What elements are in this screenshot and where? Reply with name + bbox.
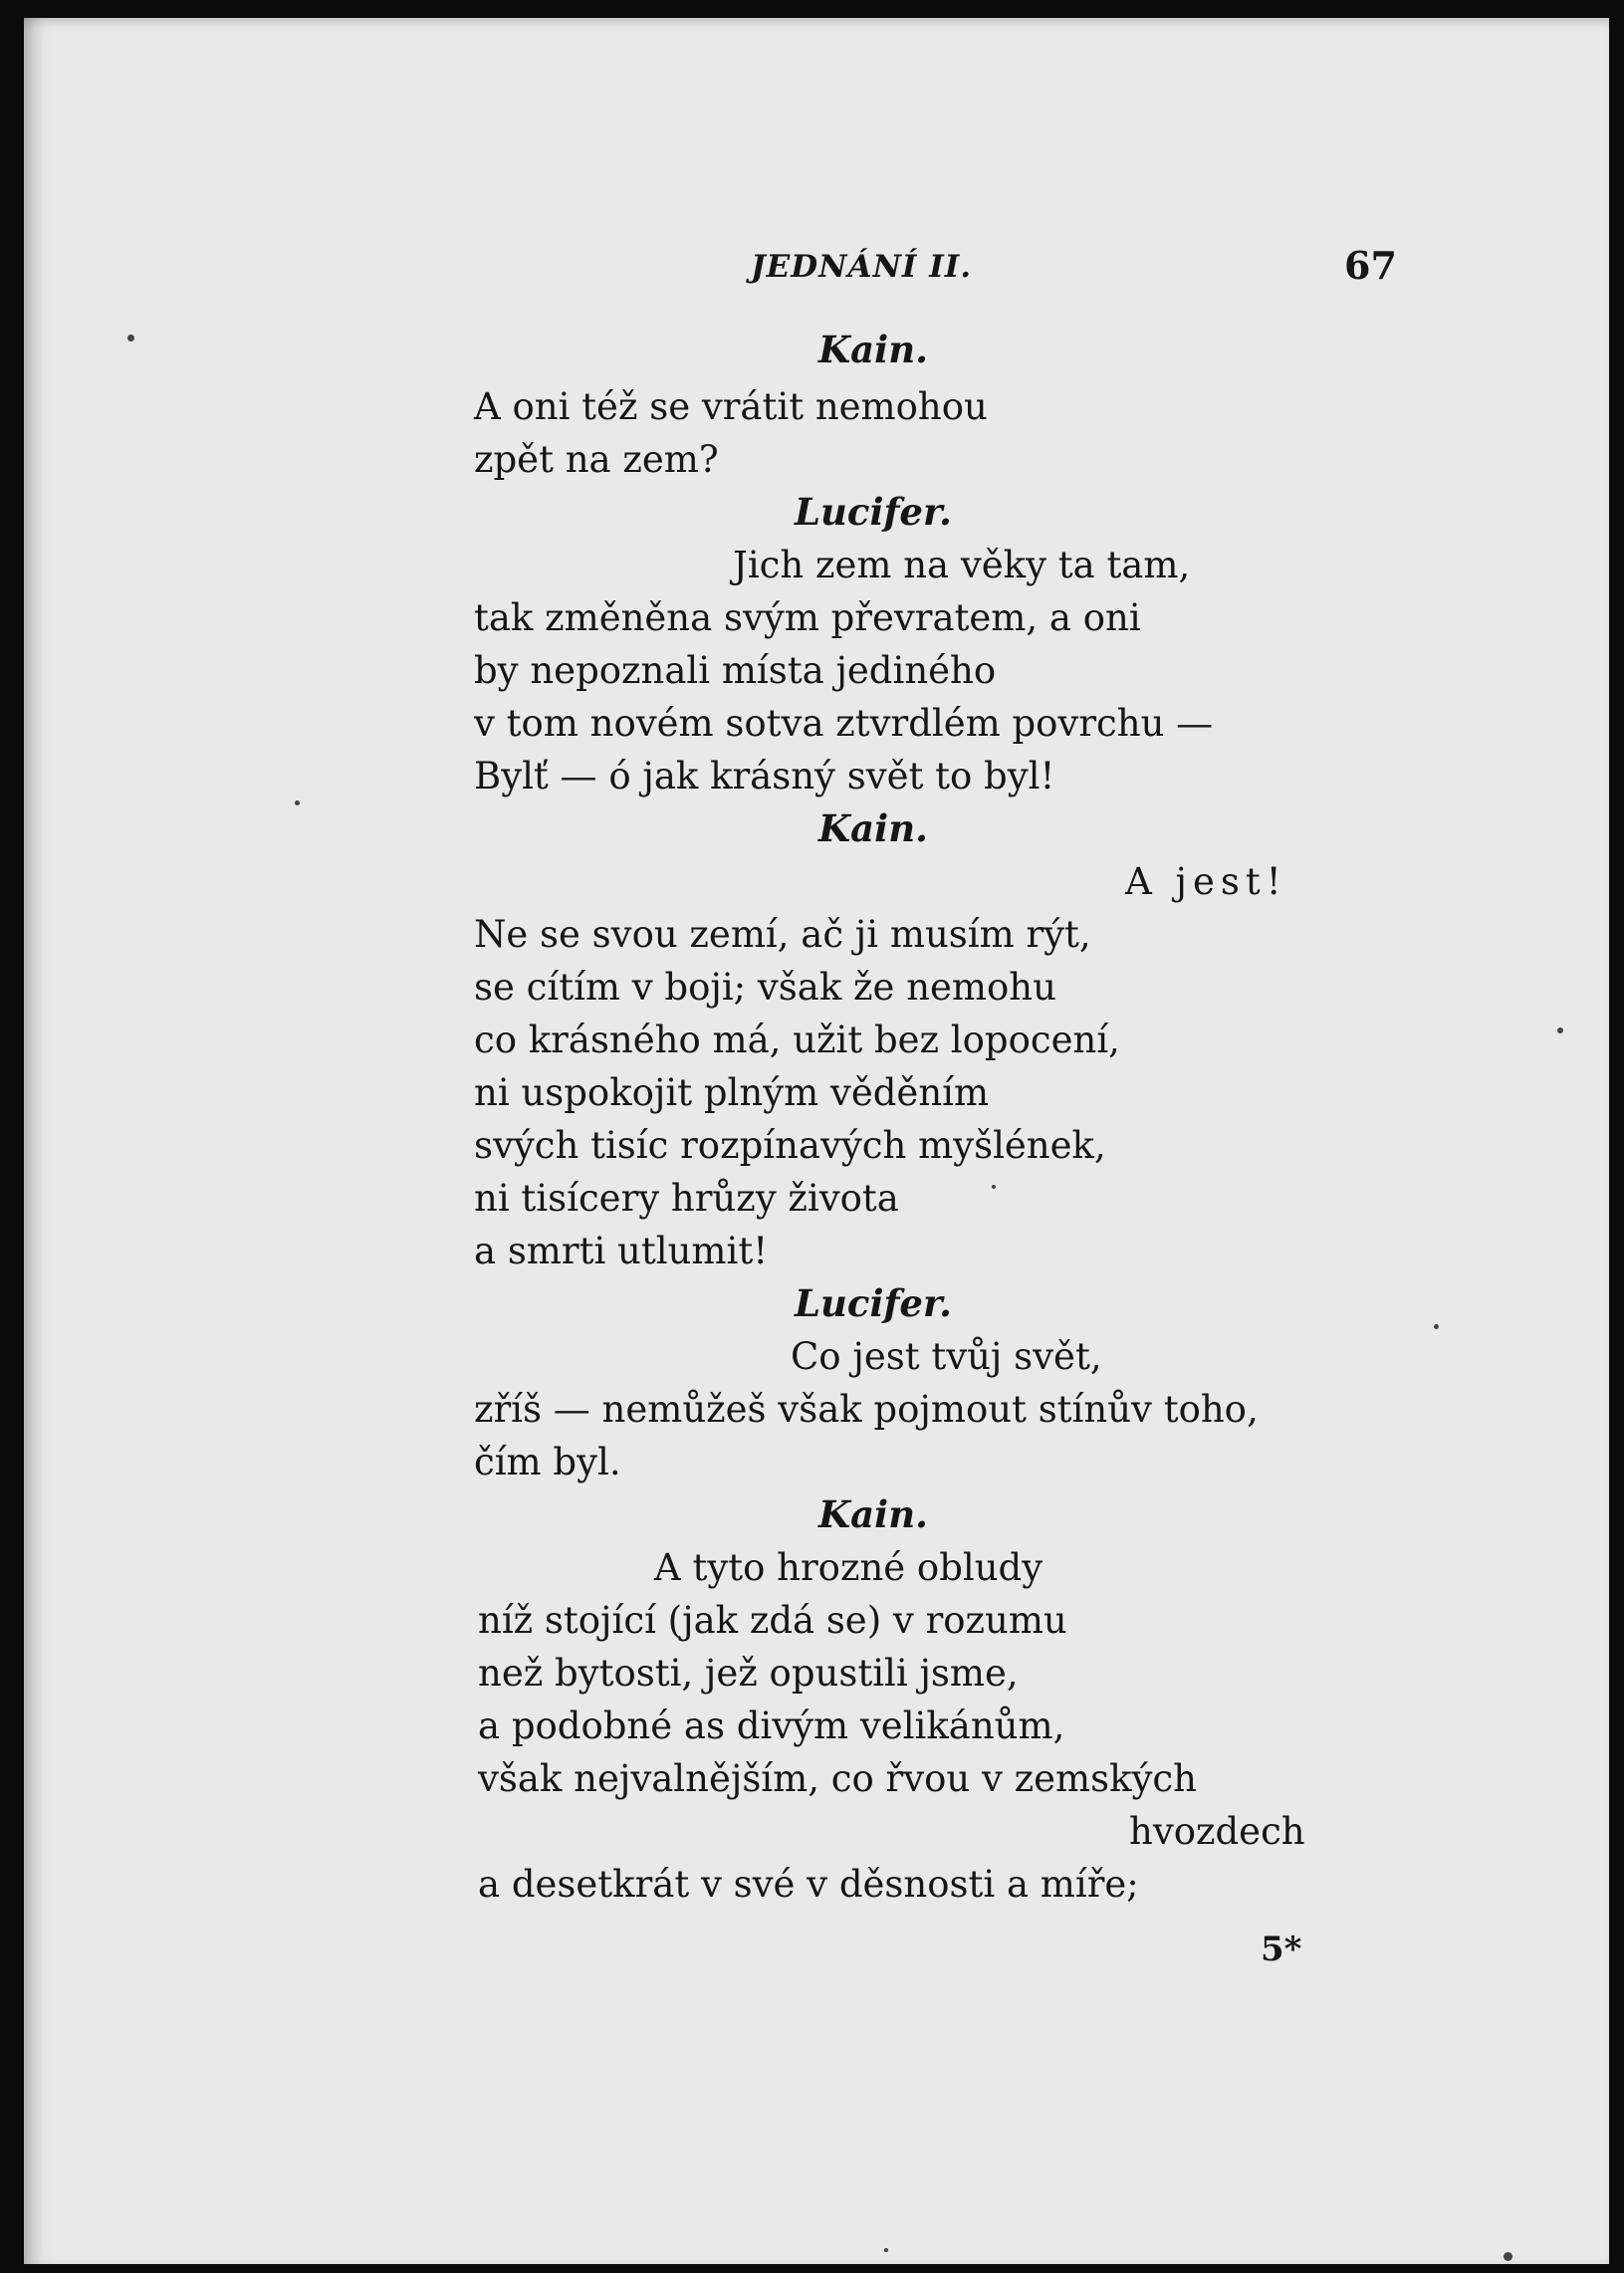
verse-line: ni uspokojit plným věděním <box>474 1071 990 1114</box>
verse-line: Jich zem na věky ta tam, <box>733 544 1191 586</box>
paper-speck <box>127 335 134 341</box>
verse-line: v tom novém sotva ztvrdlém povrchu — <box>474 702 1214 745</box>
verse-line: však nejvalnějším, co řvou v zemských <box>478 1757 1197 1800</box>
verse-line: se cítím v boji; však že nemohu <box>474 966 1056 1009</box>
speaker-kain: Kain. <box>818 1492 928 1536</box>
book-page <box>24 18 1609 2264</box>
verse-line: A oni též se vrátit nemohou <box>474 385 988 428</box>
verse-line: a podobné as divým velikánům, <box>478 1705 1065 1747</box>
page-number: 67 <box>1344 243 1397 288</box>
verse-line: čím byl. <box>474 1441 621 1483</box>
verse-line: a desetkrát v své v děsnosti a míře; <box>478 1863 1139 1906</box>
speaker-lucifer: Lucifer. <box>795 490 952 534</box>
speaker-lucifer: Lucifer. <box>795 1281 952 1325</box>
paper-speck <box>884 2248 888 2252</box>
verse-line: ni tisícery hrůzy života <box>474 1177 899 1220</box>
verse-line: A jest! <box>1125 860 1287 903</box>
running-head: JEDNÁNÍ II. <box>751 249 972 285</box>
verse-line: svých tisíc rozpínavých myšlének, <box>474 1124 1106 1167</box>
paper-speck <box>992 1185 996 1189</box>
verse-line: by nepoznali místa jediného <box>474 649 997 692</box>
verse-line: A tyto hrozné obludy <box>654 1546 1044 1589</box>
verse-line: tak změněna svým převratem, a oni <box>474 596 1141 639</box>
verse-line: zříš — nemůžeš však pojmout stínův toho, <box>474 1388 1259 1431</box>
verse-line: než bytosti, jež opustili jsme, <box>478 1652 1019 1695</box>
verse-line-continuation: hvozdech <box>1129 1810 1305 1853</box>
verse-line: Co jest tvůj svět, <box>791 1335 1102 1378</box>
paper-speck <box>1434 1324 1439 1329</box>
verse-line: co krásného má, užit bez lopocení, <box>474 1019 1120 1061</box>
verse-line: a smrti utlumit! <box>474 1230 769 1272</box>
paper-speck <box>1504 2252 1512 2261</box>
verse-line: zpět na zem? <box>474 438 719 481</box>
verse-line: Ne se svou zemí, ač ji musím rýt, <box>474 913 1091 956</box>
speaker-kain: Kain. <box>818 328 928 371</box>
paper-speck <box>1557 1027 1563 1033</box>
signature-mark: 5* <box>1261 1930 1302 1969</box>
verse-line: níž stojící (jak zdá se) v rozumu <box>478 1599 1067 1642</box>
paper-speck <box>295 800 300 805</box>
speaker-kain: Kain. <box>818 806 928 850</box>
verse-line: Bylť — ó jak krásný svět to byl! <box>474 755 1055 797</box>
